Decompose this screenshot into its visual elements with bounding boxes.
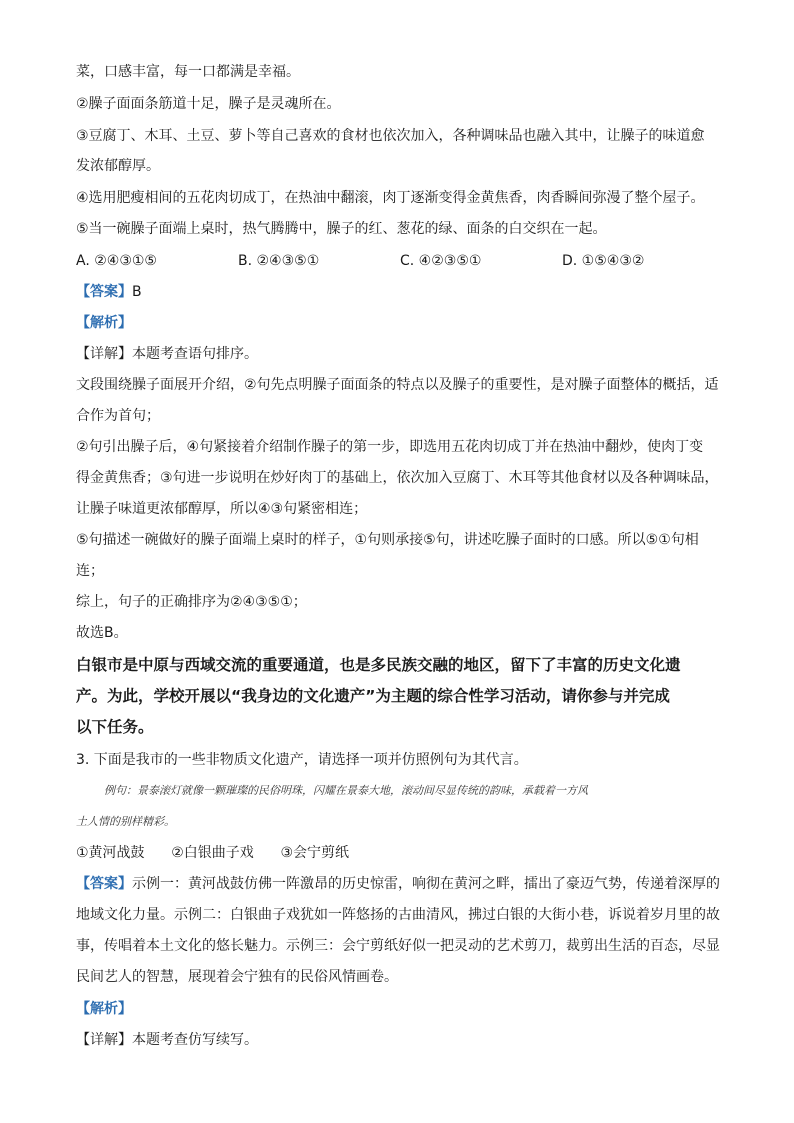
option-a: A. ②④③①⑤: [76, 253, 157, 269]
paragraph-line: 菜，口感丰富，每一口都满是幸福。: [76, 64, 300, 80]
section-intro-line: 产。为此，学校开展以“我身边的文化遗产”为主题的综合性学习活动，请你参与并完成: [76, 687, 670, 705]
option-c: C. ④②③⑤①: [400, 253, 482, 269]
detail-line: 故选B。: [76, 625, 128, 641]
option-b: B. ②④③⑤①: [238, 253, 320, 269]
answer-line: 事，传唱着本土文化的悠长魅力。示例三：会宁剪纸好似一把灵动的艺术剪刀，裁剪出生活的百态，尽显: [76, 938, 720, 954]
detail-1: [76, 344, 258, 364]
detail-intro: 本题考查语句排序。: [132, 346, 258, 362]
answer-line: 地域文化力量。示例二：白银曲子戏犹如一阵悠扬的古曲清风，拂过白银的大街小巷，诉说着岁月里的故: [76, 907, 720, 923]
answer-3: [76, 874, 720, 894]
detail-intro: 本题考查仿写续写。: [132, 1032, 258, 1048]
sentence-3: ③豆腐丁、木耳、土豆、萝卜等自己喜欢的食材也依次加入，各种调味品也融入其中，让臊子的味道愈: [76, 128, 705, 144]
answer-text: 示例一：黄河战鼓仿佛一阵激昂的历史惊雷，响彻在黄河之畔，擂出了豪迈气势，传递着深厚的: [132, 876, 720, 892]
sentence-5: ⑤当一碗臊子面端上桌时，热气腾腾中，臊子的红、葱花的绿、面条的白交织在一起。: [76, 221, 607, 237]
detail-line: 让臊子味道更浓郁醇厚，所以④③句紧密相连；: [76, 501, 368, 517]
question-3-stem: 3. 下面是我市的一些非物质文化遗产，请选择一项并仿照例句为其代言。: [76, 752, 528, 768]
detail-line: 文段围绕臊子面展开介绍，②句先点明臊子面面条的特点以及臊子的重要性，是对臊子面整体的概括，适: [76, 377, 719, 393]
answer-value: B: [132, 284, 142, 300]
detail-line: 连；: [76, 563, 104, 579]
answer-tag: 【答案】: [76, 284, 132, 300]
answer-1: [76, 282, 142, 302]
sentence-4: ④选用肥瘦相间的五花肉切成丁，在热油中翻滚，肉丁逐渐变得金黄焦香，肉香瞬间弥漫了整个屋子。: [76, 190, 705, 206]
option-d: D. ①⑤④③②: [562, 253, 645, 269]
detail-line: 合作为首句；: [76, 408, 160, 424]
sentence-2: ②臊子面面条筋道十足，臊子是灵魂所在。: [76, 96, 341, 112]
detail-line: 得金黄焦香；③句进一步说明在炒好肉丁的基础上，依次加入豆腐丁、木耳等其他食材以及各种调味品，: [76, 470, 719, 486]
detail-line: ⑤句描述一碗做好的臊子面端上桌时的样子，①句则承接⑤句，讲述吃臊子面时的口感。所以⑤①句相: [76, 532, 699, 548]
answer-line: 民间艺人的智慧，展现着会宁独有的民俗风情画卷。: [76, 969, 398, 985]
heritage-choices: ①黄河战鼓 ②白银曲子戏 ③会宁剪纸: [76, 845, 350, 861]
analysis-1: [76, 313, 132, 333]
detail-3: [76, 1030, 258, 1050]
section-intro-line: 白银市是中原与西域交流的重要通道，也是多民族交融的地区，留下了丰富的历史文化遗: [76, 656, 681, 674]
analysis-tag: 【解析】: [76, 1001, 132, 1017]
example-sentence-cont: 土人情的别样精彩。: [76, 815, 175, 828]
analysis-tag: 【解析】: [76, 315, 132, 331]
detail-tag: 【详解】: [76, 346, 132, 362]
detail-line: 综上，句子的正确排序为②④③⑤①；: [76, 594, 307, 610]
example-sentence: 例句：景泰滚灯就像一颗璀璨的民俗明珠，闪耀在景泰大地，滚动间尽显传统的韵味，承载着一方风: [104, 784, 588, 797]
analysis-3: [76, 999, 132, 1019]
answer-tag: 【答案】: [76, 876, 132, 892]
detail-line: ②句引出臊子后，④句紧接着介绍制作臊子的第一步，即选用五花肉切成丁并在热油中翻炒，使肉丁变: [76, 439, 704, 455]
detail-tag: 【详解】: [76, 1032, 132, 1048]
sentence-3-cont: 发浓郁醇厚。: [76, 158, 160, 174]
section-intro-line: 以下任务。: [76, 718, 154, 736]
